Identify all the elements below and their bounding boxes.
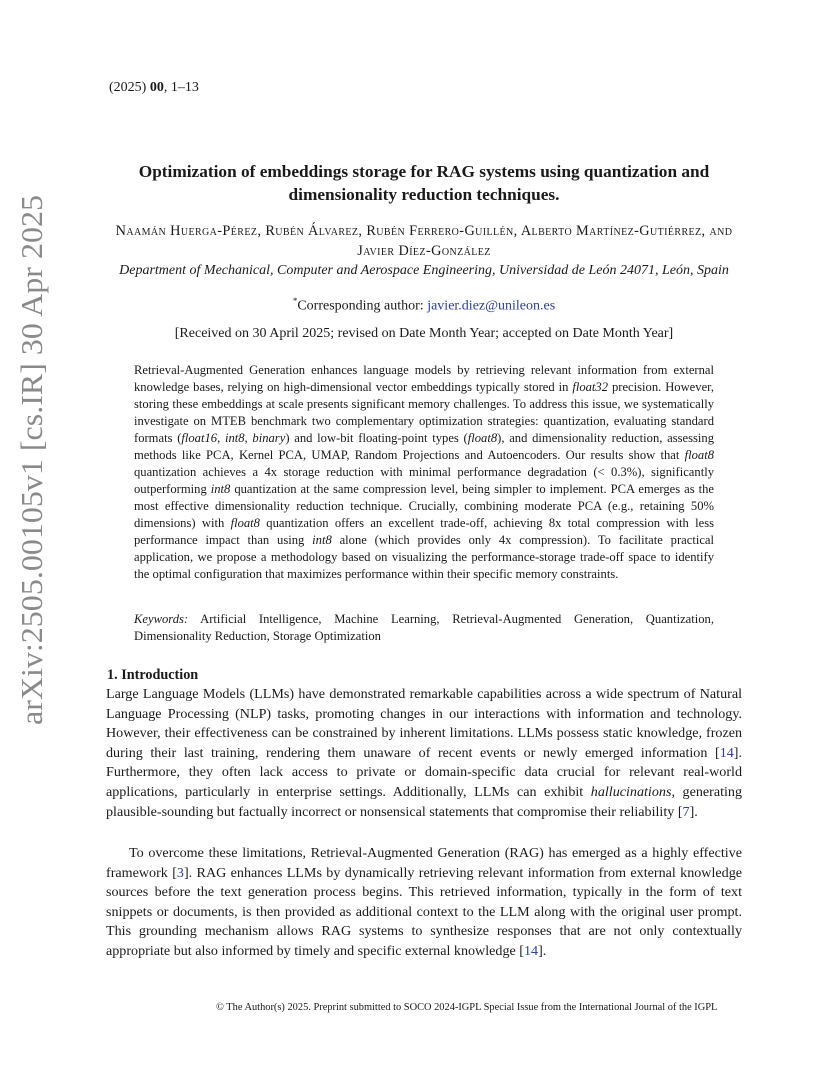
corresponding-author [108, 296, 740, 315]
text-run: ]. RAG enhances LLMs by dynamically retrieving relevant information from external knowledge sources before the text generation process begins. This retrieved information, typically in the form of text snippets or documents, is then provided as additional context to the LLM along with the original user prompt. This grounding mechanism allows RAG systems to synthesize responses that are not only contextually appropriate but also informed by timely and specific external knowledge [ [106, 864, 743, 959]
citation-link[interactable]: 14 [523, 942, 539, 959]
text-run: , generating plausible-sounding but factually incorrect or nonsensical statements that compromise their reliability [ [106, 783, 743, 820]
text-run: ]. Furthermore, they often lack access to private or domain-specific data crucial for relevant real-world applications, particularly in enterprise settings. Additionally, LLMs can exhibit [106, 744, 742, 800]
author-list: Naamán Huerga-Pérez, Rubén Álvarez, Rubén Ferrero-Guillén, Alberto Martínez-Gutiérrez, and Javier Díez-González [115, 223, 733, 259]
corresponding-email-link[interactable]: javier.diez@unileon.es [427, 298, 556, 314]
arxiv-stamp-text: arXiv:2505.00105v1 [cs.IR] 30 Apr 2025 [14, 211, 49, 725]
keywords [134, 611, 714, 645]
italic-term: float8 [467, 431, 498, 445]
italic-term: int8 [312, 533, 332, 547]
text-run: precision. However, storing these embeddings at scale presents significant memory challenges. To address this issue, we systematically investigate on MTEB benchmark two complementary optimization strategies: quantization, evaluating standard formats ( [134, 380, 714, 445]
italic-term: binary [252, 431, 286, 445]
citation-link[interactable]: 14 [719, 744, 734, 761]
copyright-footer: © The Author(s) 2025. Preprint submitted to SOCO 2024-IGPL Special Issue from the International Journal of the IGPL [216, 1002, 718, 1013]
text-run: To overcome these limitations, Retrieval-Augmented Generation (RAG) has emerged as a highly effective framework [ [106, 845, 742, 881]
text-run: quantization at the same compression level, being simpler to implement. PCA emerges as the most effective dimensionality reduction technique. Crucially, combining moderate PCA (e.g., retaining 50% dimensions) with [134, 482, 714, 530]
affiliation: Department of Mechanical, Computer and Aerospace Engineering, Universidad de León 24071, León, Spain [119, 263, 729, 278]
text-run: ), and dimensionality reduction, assessing methods like PCA, Kernel PCA, UMAP, Random Projections and Autoencoders. Our results show that [134, 431, 714, 462]
text-run: quantization offers an excellent trade-off, achieving 8x total compression with less performance impact than using [134, 516, 714, 547]
citation-link[interactable]: 3 [176, 864, 184, 881]
text-run: , [244, 431, 253, 445]
text-run: Large Language Models (LLMs) have demonstrated remarkable capabilities across a wide spectrum of Natural Language Processing (NLP) tasks, promoting changes in our interactions with information and technology. However, their effectiveness can be constrained by inherent limitations. LLMs possess static knowledge, frozen during their last training, rendering them unaware of recent events or newly emerged information [ [106, 686, 742, 761]
text-run: Retrieval-Augmented Generation enhances language models by retrieving relevant information from external knowledge bases, relying on high-dimensional vector embeddings typically stored in [134, 363, 714, 394]
keywords-text: Artificial Intelligence, Machine Learning, Retrieval-Augmented Generation, Quantization, Dimensionality Reduction, Storage Optimization [134, 612, 714, 643]
italic-term: int8 [210, 482, 231, 496]
paper-title: Optimization of embeddings storage for RAG systems using quantization and dimensionality reduction techniques. [138, 162, 710, 204]
received-dates: [Received on 30 April 2025; revised on Date Month Year; accepted on Date Month Year] [174, 326, 674, 341]
italic-term: float32 [572, 380, 609, 394]
citation-link[interactable]: 7 [682, 803, 690, 820]
text-run: quantization achieves a 4x storage reduction with minimal performance degradation (< 0.3%), significantly outperforming [134, 465, 714, 496]
italic-term: float16 [181, 431, 218, 445]
keywords-label: Keywords: [134, 612, 189, 626]
italic-term: float8 [684, 448, 714, 462]
journal-volume: 00 [149, 80, 164, 95]
corresponding-marker: * [292, 296, 298, 306]
journal-citation-line [109, 80, 199, 96]
text-run: alone (which provides only 4x compression). To facilitate practical application, we propose a methodology based on visualizing the performance-storage trade-off space to identify the optimal configuration that maximizes performance within their specific memory constraints. [134, 533, 714, 581]
intro-paragraph-1 [106, 685, 742, 822]
italic-term: int8 [224, 431, 245, 445]
journal-pages: , 1–13 [163, 80, 199, 95]
abstract [134, 362, 714, 583]
arxiv-stamp-graphic [2, 190, 54, 730]
section-heading-introduction: 1. Introduction [107, 667, 199, 683]
corresponding-label: Corresponding author: [297, 298, 428, 314]
italic-term: hallucinations [590, 783, 672, 800]
text-run: ) and low-bit floating-point types ( [285, 431, 468, 445]
journal-year: (2025) [109, 80, 150, 95]
arxiv-identifier-stamp [2, 190, 54, 730]
intro-paragraph-2 [106, 844, 742, 962]
italic-term: float8 [230, 516, 260, 530]
text-run: ]. [538, 942, 547, 959]
text-run: , [217, 431, 225, 445]
text-run: ]. [689, 803, 698, 820]
